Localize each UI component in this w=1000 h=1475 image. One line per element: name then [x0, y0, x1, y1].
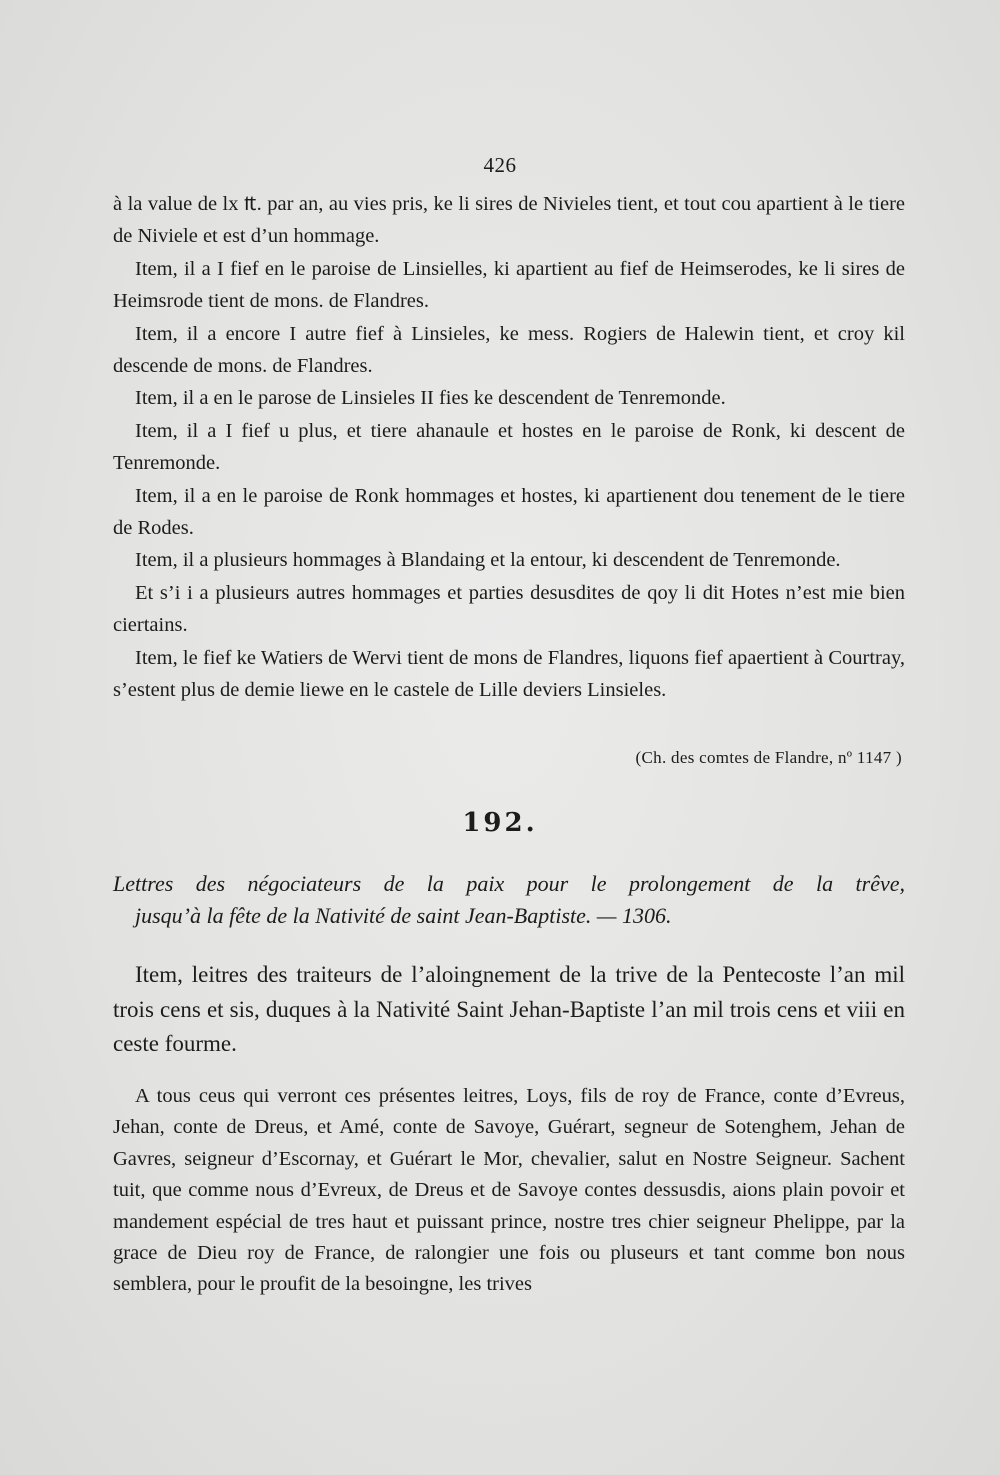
letter-text: A tous ceus qui verront ces présentes leitres, Loys, fils de roy de France, conte d’Evreus, Jehan, conte de Dreus, et Amé, conte de Savoye, Guérart, segneur de Sotenghem, Jehan de Gavres, seigneur d’Escornay, et Guérart le Mor, chevalier, salut en Nostre Seigneur. Sachent tuit, que comme nous d’Evreux, de Dreus et de Savoye contes dessusdis, aions plain povoir et mandement espécial de tres haut et puissant prince, nostre tres chier seigneur Phelippe, par la grace de Dieu roy de France, de ralongier une fois ou pluseurs et tant comme bon nous semblera, pour le proufit de la besoingne, les trives [113, 1085, 905, 1296]
paragraph: Item, il a plusieurs hommages à Blandaing et la entour, ki descendent de Tenremonde. [135, 549, 841, 572]
title-line: jusqu’à la fête de la Nativité de saint Jean-Baptiste. — 1306. [135, 903, 672, 928]
paragraph: Item, il a en le parose de Linsieles II fies ke descendent de Tenremonde. [135, 387, 726, 410]
paragraph: Item, le fief ke Watiers de Wervi tient de mons de Flandres, liquons fief apaertient à Courtray, s’estent plus de demie liewe en le castele de Lille deviers Linsieles. [113, 646, 905, 702]
title-line: Lettres des négociateurs de la paix pour le prolongement de la trêve, [113, 871, 905, 896]
paragraph: Item, il a en le paroise de Ronk hommages et hostes, ki apartienent dou tenement de le tiere de Rodes. [113, 484, 905, 540]
document-title [113, 868, 905, 932]
page-number: 426 [483, 153, 517, 177]
paragraph: Et s’i i a plusieurs autres hommages et parties desusdites de qoy li dit Hotes n’est mie bien ciertains. [113, 581, 905, 637]
paragraph: Item, il a I fief u plus, et tiere ahanaule et hostes en le paroise de Ronk, ki descent de Tenremonde. [113, 419, 905, 475]
source-citation: (Ch. des comtes de Flandre, nº 1147 ) [635, 748, 902, 767]
rubric: Item, leitres des traiteurs de l’aloingnement de la trive de la Pentecoste l’an mil trois cens et sis, duques à la Nativité Saint Jehan-Baptiste l’an mil trois cens et viii en ceste fourme. [113, 962, 905, 1056]
paragraph: Item, il a encore I autre fief à Linsieles, ke mess. Rogiers de Halewin tient, et croy kil descende de mons. de Flandres. [113, 322, 905, 378]
paragraph: Item, il a I fief en le paroise de Linsielles, ki apartient au fief de Heimserodes, ke li sires de Heimsrode tient de mons. de Flandres. [113, 257, 905, 313]
paragraph: à la value de lx ₶. par an, au vies pris, ke li sires de Nivieles tient, et tout cou apartient à le tiere de Niviele et est d’un hommage. [113, 193, 905, 248]
charter-text [113, 188, 905, 707]
document-number: 192. [462, 808, 538, 838]
